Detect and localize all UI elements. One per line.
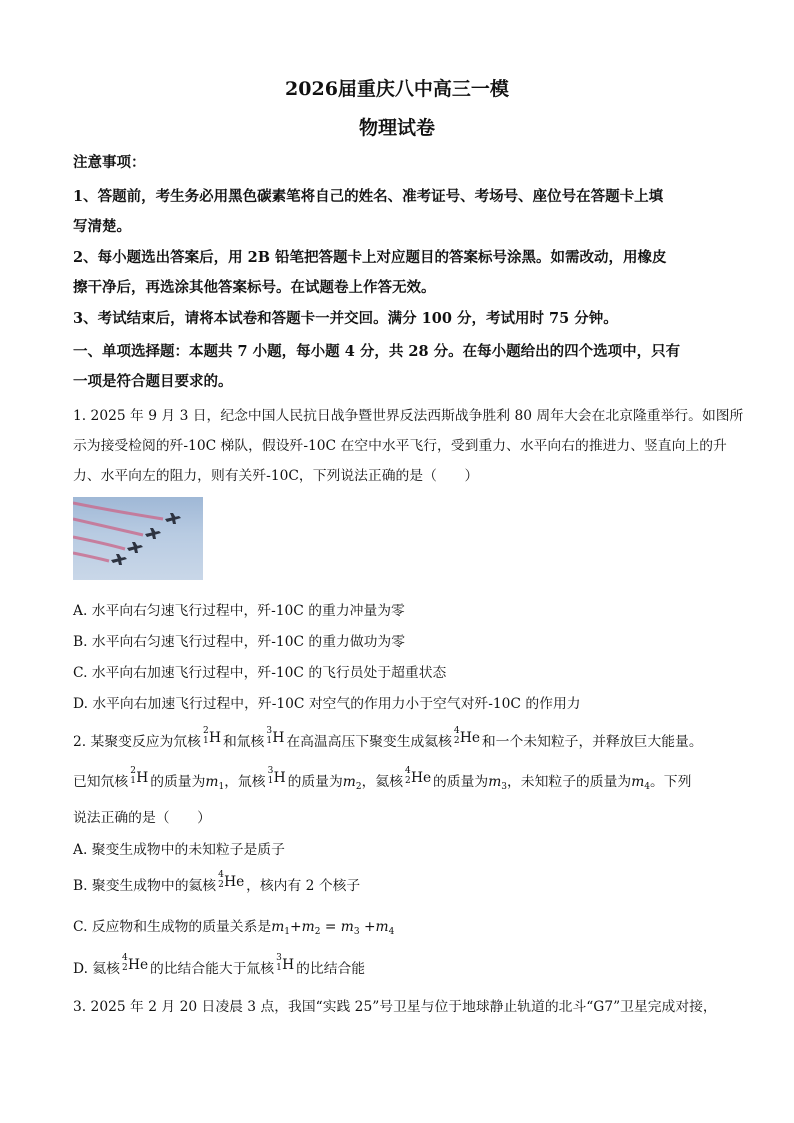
triton-symbol: 3 1 H [276,953,295,973]
exam-subject: 物理试卷 [358,117,435,139]
notice-item-2-cont: 擦干净后，再选涂其他答案标号。在试题卷上作答无效。 [73,279,436,296]
helium-symbol: 4 2 He [405,766,432,786]
q1-option-b: B. 水平向右匀速飞行过程中，歼-10C 的重力做功为零 [73,634,406,650]
q1-stem-line1: 1. 2025 年 9 月 3 日，纪念中国人民抗日战争暨世界反法西斯战争胜利 80 周年大会在北京隆重举行。如图所 [73,408,744,424]
deuteron-symbol: 2 1 H [202,726,221,746]
section-heading: 一、单项选择题：本题共 7 小题，每小题 4 分，共 28 分。在每小题给出的四个选项中，只有 [73,343,681,360]
q2-option-d: D. 氦核 4 2 He 的比结合能大于氚核 3 1 H 的比结合能 [73,953,366,977]
j10c-formation-photo [73,497,203,580]
q2-option-a: A. 聚变生成物中的未知粒子是质子 [73,842,285,858]
q3-stem-line1: 3. 2025 年 2 月 20 日凌晨 3 点，我国“实践 25”号卫星与位于地球静止轨道的北斗“G7”卫星完成对接， [73,999,717,1015]
exam-title: 2026届重庆八中高三一模 [285,78,509,100]
q1-option-d: D. 水平向右加速飞行过程中，歼-10C 对空气的作用力小于空气对歼-10C 的作用力 [73,696,581,712]
q1-stem-line3: 力、水平向左的阻力，则有关歼-10C，下列说法正确的是（ ） [73,468,479,484]
helium-symbol: 4 2 He [453,726,481,746]
notice-heading: 注意事项： [73,154,146,171]
deuteron-symbol: 2 1 H [130,766,149,786]
notice-item-1: 1、答题前，考生务必用黑色碳素笔将自己的姓名、准考证号、考场号、座位号在答题卡上填 [73,188,664,205]
q2-option-c: C. 反应物和生成物的质量关系是$m_1+m_2 = m_3 +m_4$ [73,919,395,937]
q2-stem-line2: 已知氘核 2 1 H 的质量为$m_1$，氚核 3 1 H 的质量为$m_2$，氦核 4 2 He 的质量为$m_3$，未知粒子的质量为$m_4$。下列 [73,766,692,792]
q2-option-b: B. 聚变生成物中的氦核 4 2 He ，核内有 2 个核子 [73,870,361,894]
helium-symbol: 4 2 He [121,953,149,973]
notice-item-2: 2、每小题选出答案后，用 2B 铅笔把答题卡上对应题目的答案标号涂黑。如需改动，用橡皮 [73,249,667,266]
triton-symbol: 3 1 H [267,766,286,786]
q1-stem-line2: 示为接受检阅的歼-10C 梯队，假设歼-10C 在空中水平飞行，受到重力、水平向右的推进力、竖直向上的升 [73,438,727,454]
q1-option-a: A. 水平向右匀速飞行过程中，歼-10C 的重力冲量为零 [73,603,405,619]
section-heading-cont: 一项是符合题目要求的。 [73,373,233,390]
q2-stem-line3: 说法正确的是（ ） [73,810,211,826]
notice-item-1-cont: 写清楚。 [73,218,131,235]
helium-symbol: 4 2 He [218,870,245,890]
notice-item-3: 3、考试结束后，请将本试卷和答题卡一并交回。满分 100 分，考试用时 75 分钟。 [73,310,618,327]
q2-stem-line1: 2. 某聚变反应为氘核 2 1 H 和氚核 3 1 H 在高温高压下聚变生成氦核 4 2 He 和一个未知粒子，并释放巨大能量。 [73,726,703,750]
triton-symbol: 3 1 H [266,726,285,746]
q1-option-c: C. 水平向右加速飞行过程中，歼-10C 的飞行员处于超重状态 [73,665,447,681]
